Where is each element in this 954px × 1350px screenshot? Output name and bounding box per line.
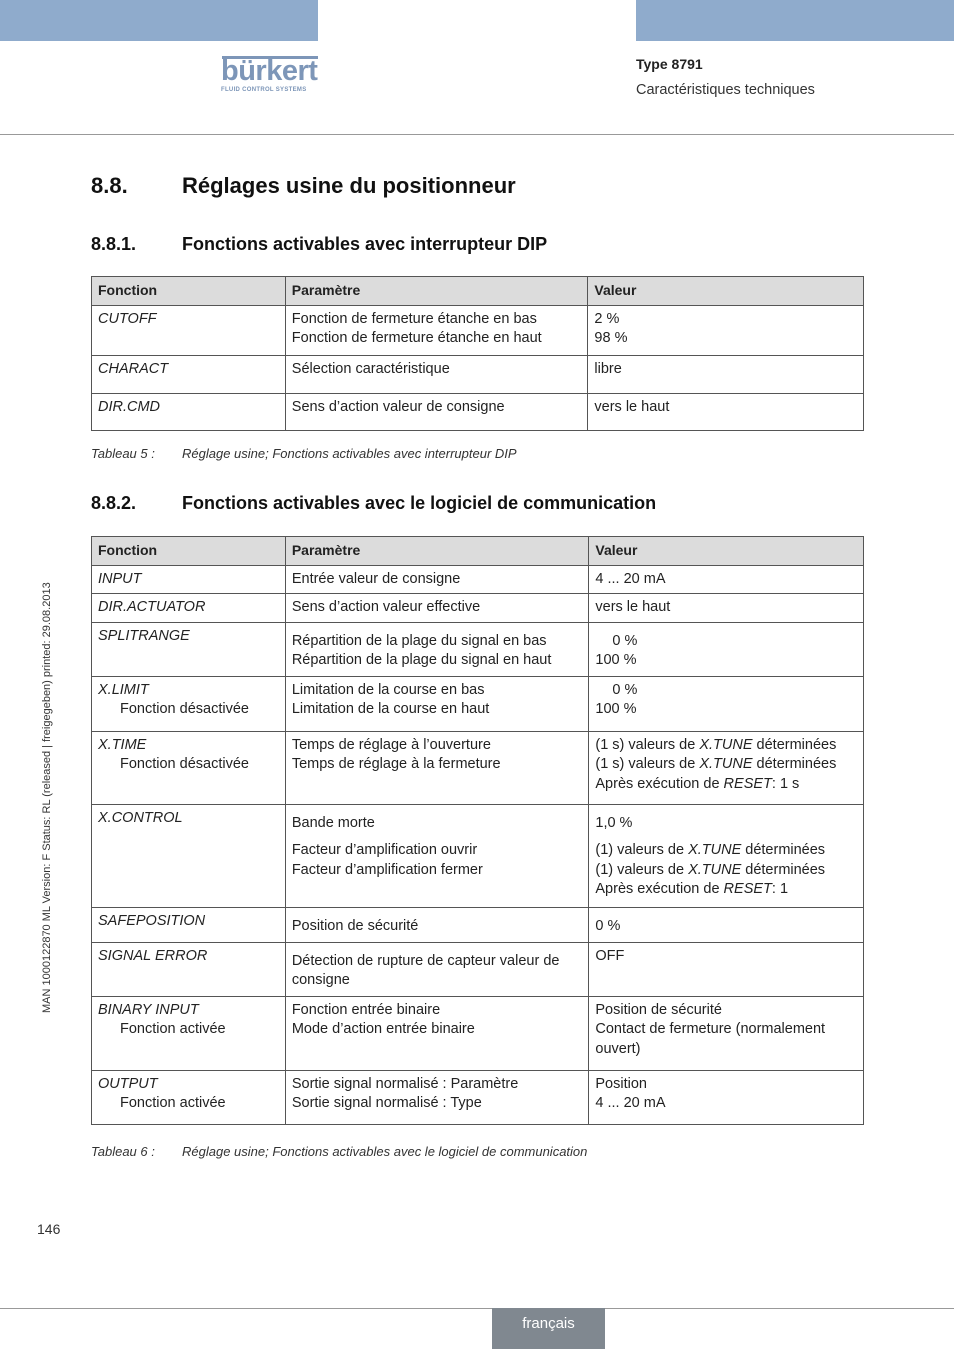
subsection-heading-software: [91, 493, 657, 514]
parameter-line: Bande morte: [291, 814, 375, 831]
table-header-row: [92, 277, 864, 306]
value-term: RESET: [723, 775, 772, 792]
parameter-cell: [285, 676, 589, 731]
value-line: [595, 775, 857, 795]
function-status: Fonction activée: [120, 1021, 226, 1037]
value-cell: OFF: [589, 942, 864, 996]
table-row: [92, 942, 864, 996]
parameter-cell: [285, 804, 589, 907]
table-row: [92, 731, 864, 804]
parameter-cell: Sens d’action valeur effective: [285, 594, 589, 623]
col-header-valeur: Valeur: [589, 537, 864, 566]
burkert-logo: [221, 56, 319, 93]
parameter-line: Limitation de la course en bas: [291, 681, 485, 698]
value-cell: [589, 996, 864, 1070]
parameter-cell: [285, 305, 588, 355]
function-name: OUTPUT: [98, 1075, 158, 1092]
software-functions-table: [91, 536, 864, 1125]
table-row: [92, 305, 864, 355]
col-header-parametre: Paramètre: [285, 537, 589, 566]
language-tab[interactable]: français: [492, 1308, 605, 1349]
table-row: [92, 907, 864, 942]
parameter-line: Répartition de la plage du signal en haut: [291, 652, 552, 668]
parameter-cell: [285, 996, 589, 1070]
table-row: [92, 1070, 864, 1124]
function-cell: SIGNAL ERROR: [92, 942, 286, 996]
function-cell: [92, 996, 286, 1070]
value-text: : 1 s: [771, 775, 800, 792]
table-header-row: [92, 537, 864, 566]
parameter-cell: Détection de rupture de capteur valeur de consigne: [285, 942, 589, 996]
parameter-cell: Sélection caractéristique: [285, 355, 588, 393]
doc-section: Caractéristiques techniques: [636, 82, 815, 98]
value-line: 0 %: [612, 632, 638, 649]
table-caption-5: [91, 446, 517, 461]
function-name: X.TIME: [98, 736, 147, 753]
parameter-line: Fonction entrée binaire: [291, 1001, 441, 1018]
doc-type: Type 8791: [636, 56, 703, 72]
value-text: : 1: [771, 881, 789, 897]
section-number: 8.8.: [91, 173, 128, 198]
col-header-parametre: Paramètre: [285, 277, 588, 306]
function-cell: [92, 676, 286, 731]
caption-text: Réglage usine; Fonctions activables avec le logiciel de communication: [182, 1144, 588, 1159]
value-cell: [589, 731, 864, 804]
function-cell: CUTOFF: [92, 305, 286, 355]
value-cell: [588, 305, 864, 355]
header-band-left: [0, 0, 318, 41]
table-row: [92, 804, 864, 907]
value-line: Position: [595, 1075, 647, 1092]
subsection-title: Fonctions activables avec interrupteur DIP: [182, 234, 548, 254]
value-cell: vers le haut: [589, 594, 864, 623]
header-band-right: [636, 0, 954, 41]
table-row: [92, 622, 864, 676]
header-divider: [0, 134, 954, 135]
value-cell: [589, 1070, 864, 1124]
function-cell: [92, 731, 286, 804]
parameter-line: Mode d’action entrée binaire: [291, 1021, 475, 1037]
document-status-sidebar: MAN 1000122870 ML Version: F Status: RL (released | freigegeben) printed: 29.08.2013: [41, 582, 53, 1013]
logo-tagline: FLUID CONTROL SYSTEMS: [221, 87, 307, 93]
value-line: [595, 880, 857, 900]
table-row: [92, 355, 864, 393]
value-cell: libre: [588, 355, 864, 393]
value-cell: vers le haut: [588, 393, 864, 430]
parameter-cell: Position de sécurité: [285, 907, 589, 942]
parameter-cell: Sens d’action valeur de consigne: [285, 393, 588, 430]
caption-text: Réglage usine; Fonctions activables avec interrupteur DIP: [182, 446, 517, 461]
parameter-line: Temps de réglage à la fermeture: [291, 756, 501, 772]
value-line: 100 %: [595, 701, 637, 717]
col-header-fonction: Fonction: [92, 537, 286, 566]
table-row: [92, 393, 864, 430]
value-cell: [589, 676, 864, 731]
function-cell: X.CONTROL: [92, 804, 286, 907]
value-line: [595, 755, 857, 775]
parameter-cell: [285, 622, 589, 676]
value-text: (1 s) valeurs de: [595, 736, 700, 753]
parameter-line: Sortie signal normalisé : Paramètre: [291, 1075, 519, 1092]
dip-functions-table: [91, 276, 864, 431]
value-line: 1,0 %: [595, 814, 633, 831]
function-status: Fonction désactivée: [120, 756, 249, 772]
value-text: Après exécution de: [595, 775, 724, 792]
parameter-cell: [285, 1070, 589, 1124]
section-heading: [91, 173, 516, 199]
function-cell: DIR.CMD: [92, 393, 286, 430]
value-text: déterminées: [741, 842, 826, 858]
value-text: (1 s) valeurs de: [595, 756, 700, 772]
parameter-line: Sortie signal normalisé : Type: [291, 1095, 482, 1111]
value-line: [595, 841, 857, 861]
value-line: 0 %: [612, 681, 638, 698]
parameter-line: Facteur d’amplification fermer: [291, 861, 483, 878]
caption-label: Tableau 6 :: [91, 1144, 155, 1159]
value-text: Après exécution de: [595, 881, 724, 897]
value-text: déterminées: [752, 736, 837, 753]
function-cell: SPLITRANGE: [92, 622, 286, 676]
footer-divider: [0, 1308, 954, 1309]
function-cell: CHARACT: [92, 355, 286, 393]
function-cell: DIR.ACTUATOR: [92, 594, 286, 623]
value-term: X.TUNE: [688, 861, 742, 878]
value-line: [595, 736, 857, 756]
function-cell: INPUT: [92, 565, 286, 594]
value-line: [595, 861, 857, 881]
parameter-line: Temps de réglage à l’ouverture: [291, 736, 491, 753]
value-text: déterminées: [752, 756, 837, 772]
value-line: Position de sécurité: [595, 1001, 722, 1018]
section-title: Réglages usine du positionneur: [182, 173, 516, 198]
caption-label: Tableau 5 :: [91, 446, 155, 461]
function-status: Fonction activée: [120, 1095, 226, 1111]
subsection-title: Fonctions activables avec le logiciel de communication: [182, 493, 657, 513]
subsection-number: 8.8.2.: [91, 493, 137, 513]
table-row: [92, 565, 864, 594]
value-line: 98 %: [594, 330, 628, 346]
value-line: 4 ... 20 mA: [595, 1095, 666, 1111]
value-term: X.TUNE: [688, 842, 742, 858]
value-text: (1) valeurs de: [595, 842, 689, 858]
value-line: Contact de fermeture (normalement ouvert): [595, 1021, 826, 1057]
value-term: RESET: [723, 881, 772, 897]
value-term: X.TUNE: [699, 756, 753, 772]
parameter-line: Fonction de fermeture étanche en bas: [291, 310, 537, 327]
parameter-line: Facteur d’amplification ouvrir: [291, 842, 478, 858]
logo-wordmark: bürkert: [221, 55, 318, 87]
parameter-cell: [285, 731, 589, 804]
parameter-line: Limitation de la course en haut: [291, 701, 490, 717]
value-term: X.TUNE: [699, 736, 753, 753]
subsection-number: 8.8.1.: [91, 234, 137, 254]
page-number: 146: [37, 1221, 61, 1237]
value-cell: [589, 804, 864, 907]
value-cell: [589, 622, 864, 676]
table-row: [92, 996, 864, 1070]
table-row: [92, 676, 864, 731]
value-cell: 4 ... 20 mA: [589, 565, 864, 594]
function-cell: [92, 1070, 286, 1124]
parameter-cell: Entrée valeur de consigne: [285, 565, 589, 594]
value-line: 2 %: [594, 310, 620, 327]
table-row: [92, 594, 864, 623]
col-header-fonction: Fonction: [92, 277, 286, 306]
function-name: BINARY INPUT: [98, 1001, 199, 1018]
function-status: Fonction désactivée: [120, 701, 249, 717]
value-text: (1) valeurs de: [595, 861, 689, 878]
table-caption-6: [91, 1144, 588, 1159]
value-line: 100 %: [595, 652, 637, 668]
value-cell: 0 %: [589, 907, 864, 942]
subsection-heading-dip: [91, 234, 548, 255]
col-header-valeur: Valeur: [588, 277, 864, 306]
parameter-line: Répartition de la plage du signal en bas: [291, 632, 547, 649]
parameter-line: Fonction de fermeture étanche en haut: [291, 330, 542, 346]
value-text: déterminées: [741, 861, 826, 878]
function-name: X.LIMIT: [98, 681, 149, 698]
function-cell: SAFEPOSITION: [92, 907, 286, 942]
